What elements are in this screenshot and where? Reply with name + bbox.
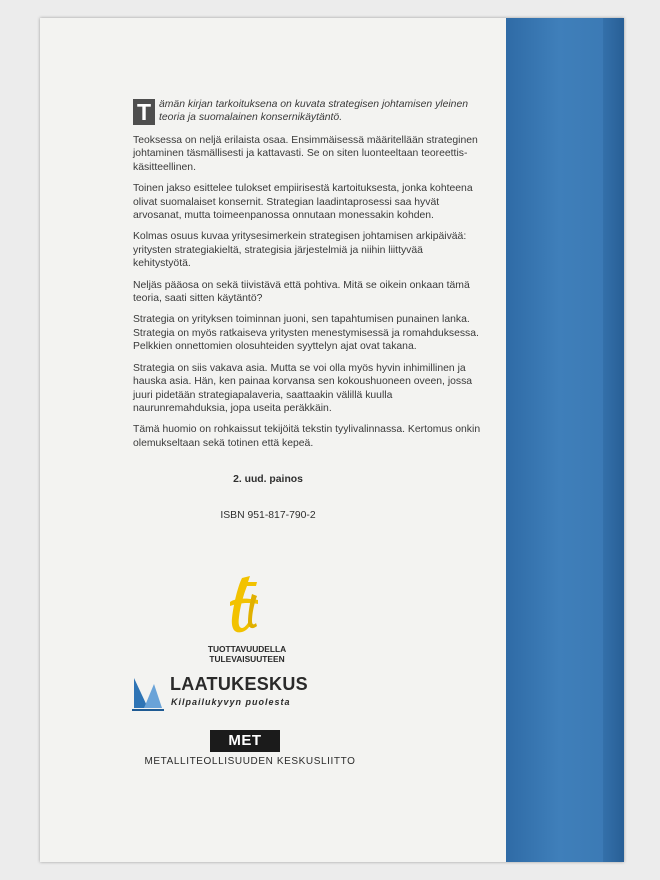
drop-cap: T xyxy=(133,99,155,125)
edition-label: 2. uud. painos xyxy=(233,474,303,485)
met-name: METALLITEOLLISUUDEN KESKUSLIITTO xyxy=(144,756,356,767)
paragraph-2: Toinen jakso esittelee tulokset empiirisestä kartoituksesta, jonka kohteena olivat suomalaiset konsernit. Strategian laadintaprosessi saa hyvät arvosanat, mutta toimeenpanossa onnutaan monessakin kohden. xyxy=(133,183,473,222)
isbn-label: ISBN 951-817-790-2 xyxy=(220,510,316,521)
paragraph-6: Strategia on siis vakava asia. Mutta se voi olla myös hyvin inhimillinen ja hauska asia. Hän, ken painaa korvansa sen kokoushuoneen oveen, jossa juuri pidetään strategiapalaveria, saattaakin välillä kuulla naurunremahduksia, jopa useita peräkkäin. xyxy=(133,362,473,414)
met-logo: MET xyxy=(210,730,280,752)
laatukeskus-name: LAATUKESKUS xyxy=(170,674,308,694)
paragraph-1: Teoksessa on neljä erilaista osaa. Ensimmäisessä määritellään strateginen johtaminen täsmällisesti ja kattavasti. Se on siten luonteeltaan teoreettis-käsitteellinen. xyxy=(133,135,478,173)
paragraph-5: Strategia on yrityksen toiminnan juoni, sen tapahtumisen punainen lanka. Strategia on myös ratkaiseva yritysten menestymisessä ja romahduksessa. Pelkkien onnettomien olosuhteiden syyttelyn ajat ovat takana. xyxy=(133,314,479,353)
book-back-cover xyxy=(40,18,624,862)
spine-edge xyxy=(603,18,624,862)
laatukeskus-logo xyxy=(130,670,390,716)
blurb-text xyxy=(133,98,483,458)
laatukeskus-tagline: Kilpailukyvyn puolesta xyxy=(171,697,291,707)
paragraph-7: Tämä huomio on rohkaissut tekijöitä tekstin tyylivalinnassa. Kertomus onkin olemukseltaan sekä totinen että kepeä. xyxy=(133,424,481,449)
paragraph-3: Kolmas osuus kuvaa yritysesimerkein strategisen johtamisen arkipäivää: yritysten strategiakieltä, strategisia järjestelmiä ja niihin liittyvää kehitystyötä. xyxy=(133,231,467,270)
paragraph-4: Neljäs pääosa on sekä tiivistävä että pohtiva. Mitä se oikein onkaan tämä teoria, saati sitten käytäntö? xyxy=(133,279,470,305)
tuottavuus-t-icon xyxy=(207,572,287,670)
laatukeskus-sail-icon xyxy=(130,672,166,712)
intro-text: ämän kirjan tarkoituksena on kuvata strategisen johtamisen yleinen teoria ja suomalainen konsernikäytäntö. xyxy=(159,99,469,124)
tuottavuus-line1: TUOTTAVUUDELLA xyxy=(207,644,287,654)
tuottavuus-line2: TULEVAISUUTEEN xyxy=(209,654,285,664)
intro-paragraph xyxy=(133,98,483,125)
tuottavuus-logo xyxy=(207,572,287,670)
